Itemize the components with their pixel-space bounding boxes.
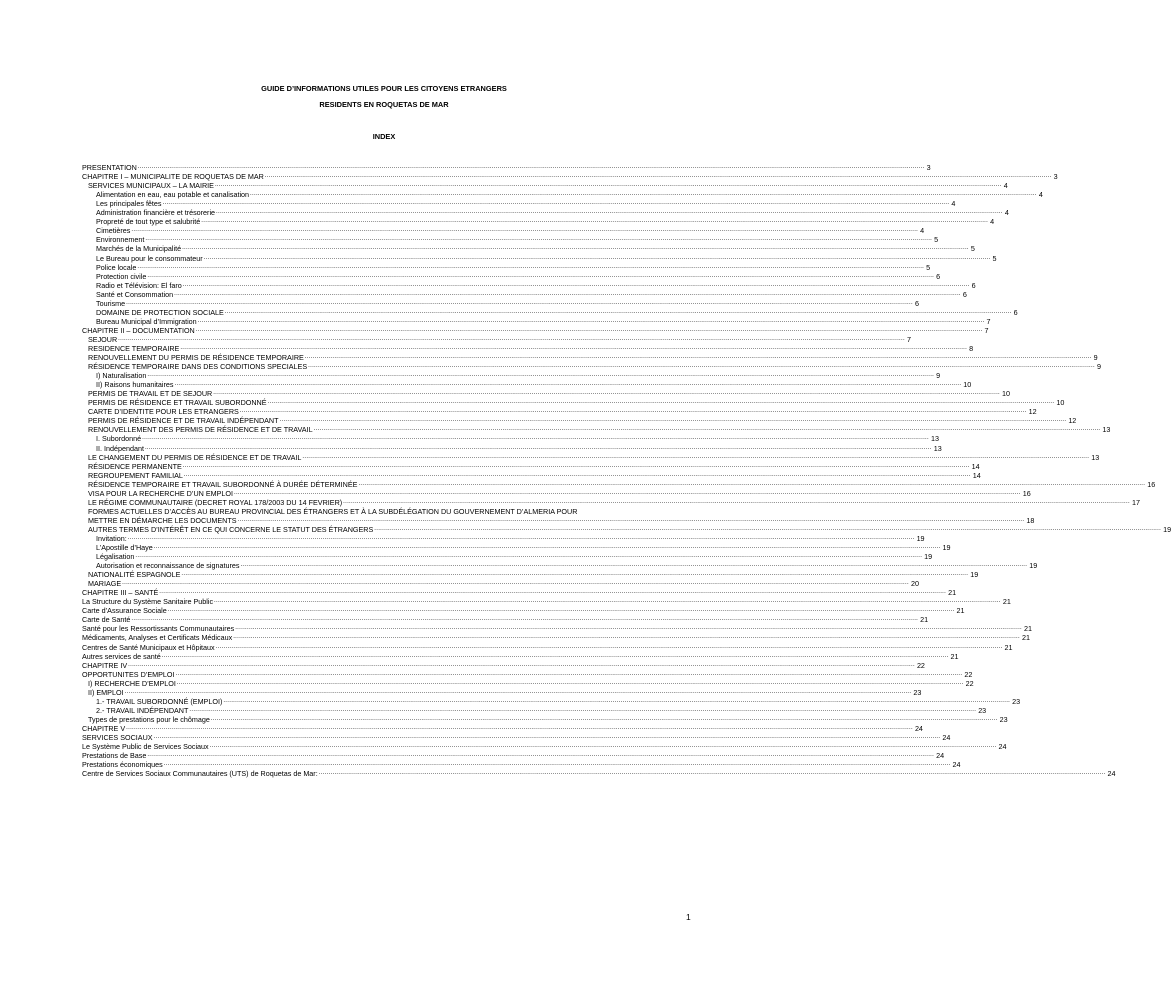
toc-entry[interactable] [82, 163, 931, 173]
toc-entry[interactable] [82, 425, 1111, 435]
toc-entry-page: 24 [998, 742, 1007, 752]
toc-entry[interactable] [82, 289, 967, 299]
toc-leader-dots: ................................................................................................................................................................................................................................................................................................................................................................................................................ [233, 489, 1021, 496]
toc-entry[interactable] [82, 570, 979, 580]
toc-entry-page: 4 [1004, 208, 1009, 218]
toc-entry[interactable] [82, 416, 1077, 426]
toc-entry-title: Les principales fêtes [96, 199, 162, 209]
toc-entry-title: Environnement [96, 235, 145, 245]
toc-entry-page: 21 [956, 606, 965, 616]
toc-entry[interactable] [82, 443, 942, 453]
toc-entry-page: 12 [1068, 416, 1077, 426]
toc-entry[interactable] [82, 515, 1035, 525]
toc-entry-title: Le Système Public de Services Sociaux [82, 742, 209, 752]
table-of-contents [82, 163, 1171, 779]
toc-entry-title: Protection civile [96, 271, 147, 281]
toc-entry[interactable] [82, 533, 925, 543]
toc-entry-title: La Structure du Système Sanitaire Public [82, 597, 214, 607]
toc-leader-dots: ................................................................................................................................................................................................................................................................................................................................................................................................................ [264, 173, 1052, 180]
toc-leader-dots: ................................................................................................................................................................................................................................................................................................................................................................................................................ [239, 408, 1027, 415]
toc-entry-page: 6 [914, 298, 919, 308]
document-title-line1: GUIDE D’INFORMATIONS UTILES POUR LES CITOYENS ETRANGERS [261, 84, 507, 93]
toc-entry-page: 19 [970, 570, 979, 580]
toc-leader-dots: ................................................................................................................................................................................................................................................................................................................................................................................................................ [215, 643, 1003, 650]
toc-entry[interactable] [82, 407, 1037, 417]
toc-entry-title: PERMIS DE RÉSIDENCE ET TRAVAIL SUBORDONNÉ [88, 398, 267, 408]
toc-entry-page: 21 [1002, 597, 1011, 607]
toc-leader-dots: ................................................................................................................................................................................................................................................................................................................................................................................................................ [174, 381, 962, 388]
toc-entry[interactable] [82, 389, 1011, 399]
toc-entry-page: 16 [1022, 488, 1031, 498]
toc-leader-dots: ................................................................................................................................................................................................................................................................................................................................................................................................................ [210, 715, 998, 722]
toc-leader-dots: ................................................................................................................................................................................................................................................................................................................................................................................................................ [237, 516, 1025, 523]
toc-entry[interactable] [82, 660, 925, 670]
toc-entry-page: 10 [963, 380, 972, 390]
toc-entry-title: Types de prestations pour le chômage [88, 714, 210, 724]
toc-entry-title: RENOUVELLEMENT DU PERMIS DE RÉSIDENCE TEMPORAIRE [88, 353, 304, 363]
toc-leader-dots: ................................................................................................................................................................................................................................................................................................................................................................................................................ [182, 462, 970, 469]
toc-entry-title: Centre de Services Sociaux Communautaires (UTS) de Roquetas de Mar: [82, 769, 318, 779]
toc-leader-dots: ................................................................................................................................................................................................................................................................................................................................................................................................................ [240, 562, 1028, 569]
toc-leader-dots: ................................................................................................................................................................................................................................................................................................................................................................................................................ [174, 290, 961, 297]
toc-entry-page: 21 [1024, 624, 1033, 634]
toc-entry-page: 3 [1053, 172, 1058, 182]
toc-leader-dots: ................................................................................................................................................................................................................................................................................................................................................................................................................ [267, 399, 1055, 406]
toc-entry-title: PRESENTATION [82, 163, 137, 173]
toc-entry-title: Alimentation en eau, eau potable et canalisation [96, 190, 250, 200]
toc-entry-title: CARTE D’IDENTITE POUR LES ETRANGERS [88, 407, 239, 417]
toc-entry-title: LE CHANGEMENT DU PERMIS DE RÉSIDENCE ET DE TRAVAIL [88, 452, 302, 462]
toc-entry-page: 7 [984, 325, 989, 335]
toc-entry[interactable] [82, 479, 1156, 489]
toc-leader-dots: ................................................................................................................................................................................................................................................................................................................................................................................................................ [147, 752, 935, 759]
toc-leader-dots: ................................................................................................................................................................................................................................................................................................................................................................................................................ [122, 580, 909, 587]
toc-entry-title: Bureau Municipal d’Immigration [96, 316, 197, 326]
toc-leader-dots: ................................................................................................................................................................................................................................................................................................................................................................................................................ [374, 525, 1162, 532]
toc-entry[interactable] [82, 497, 1140, 507]
toc-leader-dots: ................................................................................................................................................................................................................................................................................................................................................................................................................ [318, 770, 1106, 777]
toc-leader-dots: ................................................................................................................................................................................................................................................................................................................................................................................................................ [313, 426, 1101, 433]
toc-entry-title: Marchés de la Municipalité [96, 244, 182, 254]
toc-entry-page: 5 [934, 235, 939, 245]
toc-leader-dots: ................................................................................................................................................................................................................................................................................................................................................................................................................ [124, 688, 912, 695]
toc-entry[interactable] [82, 380, 972, 390]
toc-entry[interactable] [82, 298, 919, 308]
toc-entry-page: 6 [971, 280, 976, 290]
toc-entry[interactable] [82, 226, 925, 236]
toc-entry[interactable] [82, 208, 1009, 218]
toc-entry-title: Carte de Santé [82, 615, 131, 625]
toc-entry-title: PERMIS DE RÉSIDENCE ET DE TRAVAIL INDÉPENDANT [88, 416, 279, 426]
toc-entry[interactable] [82, 733, 951, 742]
toc-leader-dots: ................................................................................................................................................................................................................................................................................................................................................................................................................ [343, 498, 1130, 505]
toc-entry-title: Propreté de tout type et salubrité [96, 217, 201, 227]
toc-entry-title: I. Subordonné [96, 434, 142, 444]
toc-entry-page: 22 [916, 660, 925, 670]
toc-leader-dots: ................................................................................................................................................................................................................................................................................................................................................................................................................ [145, 236, 933, 243]
toc-entry-page: 23 [978, 705, 987, 715]
toc-entry[interactable] [82, 769, 1116, 779]
toc-entry[interactable] [82, 253, 997, 263]
toc-entry[interactable] [82, 190, 1043, 200]
toc-entry-title: Tourisme [96, 298, 126, 308]
toc-entry-page: 10 [1056, 398, 1065, 408]
toc-leader-dots: ................................................................................................................................................................................................................................................................................................................................................................................................................ [302, 453, 1090, 460]
toc-leader-dots: ................................................................................................................................................................................................................................................................................................................................................................................................................ [214, 598, 1001, 605]
toc-leader-dots: ................................................................................................................................................................................................................................................................................................................................................................................................................ [137, 164, 925, 171]
toc-entry[interactable] [82, 543, 951, 553]
toc-entry-title: Autorisation et reconnaissance de signatures [96, 561, 240, 571]
toc-entry-page: 21 [920, 615, 929, 625]
toc-entry[interactable] [82, 552, 933, 562]
toc-entry-page: 21 [950, 651, 959, 661]
toc-entry[interactable] [82, 714, 1008, 724]
toc-leader-dots: ................................................................................................................................................................................................................................................................................................................................................................................................................ [162, 200, 950, 207]
toc-entry-title: Prestations économiques [82, 760, 163, 770]
toc-leader-dots: ................................................................................................................................................................................................................................................................................................................................................................................................................ [144, 444, 932, 451]
toc-entry-title: Invitation: [96, 533, 127, 543]
toc-leader-dots: ................................................................................................................................................................................................................................................................................................................................................................................................................ [203, 254, 991, 261]
toc-entry-title: 1.- TRAVAIL SUBORDONNÉ (EMPLOI) [96, 696, 223, 706]
toc-entry-page: 10 [1002, 389, 1011, 399]
toc-entry-page: 18 [1026, 515, 1035, 525]
toc-entry[interactable] [82, 633, 1030, 643]
toc-entry-page: 17 [1131, 497, 1140, 507]
toc-entry[interactable] [82, 524, 1171, 534]
toc-entry-title: CHAPITRE III – SANTÉ [82, 588, 159, 598]
toc-leader-dots: ................................................................................................................................................................................................................................................................................................................................................................................................................ [201, 218, 989, 225]
toc-entry-page: 21 [1022, 633, 1030, 643]
toc-leader-dots: ................................................................................................................................................................................................................................................................................................................................................................................................................ [183, 471, 971, 478]
toc-entry-page: 24 [942, 733, 951, 742]
toc-entry[interactable] [82, 362, 1101, 372]
toc-leader-dots: ................................................................................................................................................................................................................................................................................................................................................................................................................ [147, 372, 935, 379]
toc-leader-dots: ................................................................................................................................................................................................................................................................................................................................................................................................................ [126, 299, 913, 306]
toc-entry-title: METTRE EN DÉMARCHE LES DOCUMENTS [88, 515, 237, 525]
toc-entry-title: RÉSIDENCE TEMPORAIRE ET TRAVAIL SUBORDONNÉ À DURÉE DÉTERMINÉE [88, 479, 358, 489]
toc-entry-title: 2.- TRAVAIL INDÉPENDANT [96, 705, 189, 715]
toc-entry-title: CHAPITRE I – MUNICIPALITE DE ROQUETAS DE MAR [82, 172, 264, 182]
toc-entry-page: 6 [962, 289, 967, 299]
toc-entry[interactable] [82, 307, 1018, 317]
toc-entry-page: 6 [1013, 307, 1018, 317]
toc-entry[interactable] [82, 470, 981, 480]
toc-entry-title: I) Naturalisation [96, 371, 147, 381]
toc-entry-title: CHAPITRE IV [82, 660, 128, 670]
toc-leader-dots: ................................................................................................................................................................................................................................................................................................................................................................................................................ [233, 634, 1020, 641]
toc-leader-dots: ................................................................................................................................................................................................................................................................................................................................................................................................................ [214, 182, 1002, 189]
toc-entry-page: 24 [952, 760, 961, 770]
toc-entry-title: Police locale [96, 262, 137, 272]
toc-entry-page: 13 [1091, 452, 1100, 462]
toc-leader-dots: ................................................................................................................................................................................................................................................................................................................................................................................................................ [137, 263, 925, 270]
toc-entry-title: CHAPITRE II – DOCUMENTATION [82, 325, 195, 335]
toc-leader-dots: ................................................................................................................................................................................................................................................................................................................................................................................................................ [181, 571, 969, 578]
toc-entry[interactable] [82, 579, 919, 589]
toc-entry-title: NATIONALITÉ ESPAGNOLE [88, 570, 181, 580]
toc-entry-title: Légalisation [96, 552, 135, 562]
toc-entry[interactable] [82, 271, 941, 281]
toc-entry-page: 24 [936, 751, 945, 761]
toc-entry-title: RESIDENCE TEMPORAIRE [88, 343, 180, 353]
toc-leader-dots: ................................................................................................................................................................................................................................................................................................................................................................................................................ [131, 227, 919, 234]
toc-leader-dots: ................................................................................................................................................................................................................................................................................................................................................................................................................ [182, 281, 970, 288]
toc-leader-dots: ................................................................................................................................................................................................................................................................................................................................................................................................................ [167, 607, 955, 614]
toc-entry-page: 9 [1093, 353, 1098, 363]
toc-entry-title: LE RÉGIME COMMUNAUTAIRE (DECRET ROYAL 178/2003 DU 14 FEVRIER) [88, 497, 343, 507]
toc-leader-dots: ................................................................................................................................................................................................................................................................................................................................................................................................................ [182, 245, 969, 252]
toc-entry-page: 23 [1012, 696, 1021, 706]
toc-entry-title: L’Apostille d’Haye [96, 543, 153, 553]
toc-leader-dots: ................................................................................................................................................................................................................................................................................................................................................................................................................ [131, 616, 919, 623]
toc-entry[interactable] [82, 742, 1007, 752]
toc-entry-page: 19 [942, 543, 951, 553]
toc-entry-title: VISA POUR LA RECHERCHE D’UN EMPLOI [88, 488, 233, 498]
toc-entry-title: SEJOUR [88, 334, 118, 344]
toc-entry[interactable] [82, 488, 1031, 498]
toc-leader-dots: ................................................................................................................................................................................................................................................................................................................................................................................................................ [153, 544, 941, 551]
toc-entry-title: RÉSIDENCE PERMANENTE [88, 461, 182, 471]
toc-entry[interactable] [82, 561, 1038, 571]
toc-entry-title: Prestations de Base [82, 751, 147, 761]
toc-entry-page: 23 [999, 714, 1008, 724]
toc-entry-title: AUTRES TERMES D’INTÉRÊT EN CE QUI CONCERNE LE STATUT DES ÉTRANGERS [88, 524, 374, 534]
toc-entry[interactable] [82, 371, 941, 381]
toc-leader-dots: ................................................................................................................................................................................................................................................................................................................................................................................................................ [213, 390, 1001, 397]
toc-entry[interactable] [82, 651, 959, 661]
toc-entry-title: Médicaments, Analyses et Certificats Médicaux [82, 633, 233, 643]
toc-entry-page: 8 [969, 343, 974, 353]
toc-entry[interactable] [82, 452, 1100, 462]
toc-entry-title: SERVICES SOCIAUX [82, 733, 153, 742]
toc-entry[interactable] [82, 235, 939, 245]
toc-entry-page: 7 [906, 334, 911, 344]
toc-entry-page: 19 [916, 533, 925, 543]
toc-entry-title: Santé et Consommation [96, 289, 174, 299]
toc-entry[interactable] [82, 760, 961, 770]
toc-entry-title: MARIAGE [88, 579, 122, 589]
toc-leader-dots: ................................................................................................................................................................................................................................................................................................................................................................................................................ [189, 706, 977, 713]
toc-entry-page: 13 [1102, 425, 1111, 435]
toc-entry-page: 24 [914, 723, 923, 733]
toc-entry-title: Administration financière et trésorerie [96, 208, 216, 218]
toc-leader-dots: ................................................................................................................................................................................................................................................................................................................................................................................................................ [127, 534, 915, 541]
toc-entry-page: 14 [972, 470, 981, 480]
toc-leader-dots: ................................................................................................................................................................................................................................................................................................................................................................................................................ [224, 308, 1012, 315]
toc-leader-dots: ................................................................................................................................................................................................................................................................................................................................................................................................................ [161, 652, 949, 659]
toc-entry[interactable] [82, 507, 697, 516]
document-title-line2: RESIDENTS EN ROQUETAS DE MAR [319, 100, 449, 109]
toc-entry[interactable] [82, 723, 923, 733]
toc-entry[interactable] [82, 606, 965, 616]
toc-entry[interactable] [82, 597, 1011, 607]
toc-entry[interactable] [82, 353, 1098, 363]
toc-leader-dots: ................................................................................................................................................................................................................................................................................................................................................................................................................ [126, 724, 913, 731]
toc-entry-page: 21 [948, 588, 957, 598]
toc-entry-page: 9 [1096, 362, 1101, 372]
toc-entry-page: 22 [964, 669, 973, 679]
toc-entry-title: II) Raisons humanitaires [96, 380, 174, 390]
toc-entry-page: 12 [1028, 407, 1037, 417]
toc-entry-page: 20 [910, 579, 919, 589]
toc-entry[interactable] [82, 678, 974, 688]
toc-entry[interactable] [82, 687, 922, 697]
toc-leader-dots: ................................................................................................................................................................................................................................................................................................................................................................................................................ [209, 743, 997, 750]
toc-leader-dots: ................................................................................................................................................................................................................................................................................................................................................................................................................ [223, 697, 1011, 704]
toc-entry-title: Le Bureau pour le consommateur [96, 253, 203, 263]
toc-entry-page: 9 [936, 371, 941, 381]
toc-entry-page: 5 [970, 244, 975, 254]
toc-leader-dots: ................................................................................................................................................................................................................................................................................................................................................................................................................ [175, 670, 963, 677]
toc-entry[interactable] [82, 217, 995, 227]
toc-leader-dots: ................................................................................................................................................................................................................................................................................................................................................................................................................ [235, 625, 1023, 632]
toc-entry-title: FORMES ACTUELLES D’ACCÈS AU BUREAU PROVINCIAL DES ÉTRANGERS ET À LA SUBDÉLÉGATION DU GOUVERNEMENT D’ALMERIA POUR [88, 506, 578, 516]
toc-entry[interactable] [82, 461, 980, 471]
toc-leader-dots: ................................................................................................................................................................................................................................................................................................................................................................................................................ [176, 679, 964, 686]
toc-entry-title: CHAPITRE V [82, 723, 126, 733]
toc-entry-title: DOMAINE DE PROTECTION SOCIALE [96, 307, 224, 317]
toc-leader-dots: ................................................................................................................................................................................................................................................................................................................................................................................................................ [279, 417, 1067, 424]
toc-leader-dots: ................................................................................................................................................................................................................................................................................................................................................................................................................ [216, 209, 1003, 216]
toc-entry-page: 4 [990, 217, 995, 227]
toc-entry-title: RENOUVELLEMENT DES PERMIS DE RÉSIDENCE ET DE TRAVAIL [88, 425, 313, 435]
toc-entry-title: SERVICES MUNICIPAUX – LA MAIRIE [88, 181, 214, 191]
toc-entry-page: 4 [1038, 190, 1043, 200]
toc-leader-dots: ................................................................................................................................................................................................................................................................................................................................................................................................................ [197, 317, 985, 324]
toc-entry[interactable] [82, 434, 939, 444]
toc-entry[interactable] [82, 181, 1008, 191]
toc-entry-page: 24 [1107, 769, 1116, 779]
toc-leader-dots: ................................................................................................................................................................................................................................................................................................................................................................................................................ [308, 363, 1095, 370]
toc-entry-title: II) EMPLOI [88, 687, 124, 697]
toc-entry[interactable] [82, 316, 991, 326]
toc-entry[interactable] [82, 588, 957, 598]
toc-entry-page: 22 [965, 678, 974, 688]
toc-entry[interactable] [82, 262, 931, 272]
toc-entry-title: Autres services de santé [82, 651, 161, 661]
toc-leader-dots: ................................................................................................................................................................................................................................................................................................................................................................................................................ [153, 734, 941, 740]
toc-entry[interactable] [82, 642, 1013, 652]
toc-entry-title: Carte d’Assurance Sociale [82, 606, 167, 616]
toc-leader-dots: ................................................................................................................................................................................................................................................................................................................................................................................................................ [142, 435, 929, 442]
toc-entry-page: 14 [971, 461, 980, 471]
toc-entry-page: 19 [1029, 561, 1038, 571]
toc-entry[interactable] [82, 172, 1058, 182]
toc-entry[interactable] [82, 624, 1033, 634]
toc-leader-dots: ................................................................................................................................................................................................................................................................................................................................................................................................................ [358, 480, 1146, 487]
toc-entry-page: 3 [926, 163, 931, 173]
toc-entry-page: 13 [933, 443, 942, 453]
toc-entry-page: 23 [913, 687, 922, 697]
toc-entry[interactable] [82, 343, 974, 353]
toc-entry[interactable] [82, 398, 1065, 408]
toc-entry-page: 5 [926, 262, 931, 272]
toc-leader-dots: ................................................................................................................................................................................................................................................................................................................................................................................................................ [147, 272, 935, 279]
toc-entry[interactable] [82, 325, 989, 335]
toc-entry-page: 13 [930, 434, 939, 444]
toc-entry-page: 6 [936, 271, 941, 281]
toc-entry-title: Radio et Télévision: El faro [96, 280, 182, 290]
toc-entry[interactable] [82, 244, 975, 254]
toc-leader-dots: ................................................................................................................................................................................................................................................................................................................................................................................................................ [159, 589, 947, 596]
toc-entry-page: 4 [920, 226, 925, 236]
page-number: 1 [686, 912, 691, 922]
toc-leader-dots: ................................................................................................................................................................................................................................................................................................................................................................................................................ [128, 661, 915, 668]
toc-entry[interactable] [82, 199, 956, 209]
toc-entry-page: 5 [992, 253, 997, 263]
toc-entry[interactable] [82, 751, 945, 761]
toc-entry[interactable] [82, 615, 929, 625]
toc-entry-page: 21 [1004, 642, 1013, 652]
toc-entry-page: 4 [1003, 181, 1008, 191]
toc-entry-title: REGROUPEMENT FAMILIAL [88, 470, 183, 480]
toc-entry-page: 19 [1163, 524, 1171, 534]
toc-entry-title: RÉSIDENCE TEMPORAIRE DANS DES CONDITIONS SPECIALES [88, 362, 308, 372]
toc-entry-title: PERMIS DE TRAVAIL ET DE SEJOUR [88, 389, 213, 399]
toc-leader-dots: ................................................................................................................................................................................................................................................................................................................................................................................................................ [180, 344, 968, 351]
toc-entry-title: I) RECHERCHE D’EMPLOI [88, 678, 176, 688]
toc-leader-dots: ................................................................................................................................................................................................................................................................................................................................................................................................................ [195, 326, 983, 333]
toc-entry[interactable] [82, 669, 973, 679]
toc-entry-page: 16 [1147, 479, 1156, 489]
toc-entry-title: Santé pour les Ressortissants Communautaires [82, 624, 235, 634]
toc-leader-dots: ................................................................................................................................................................................................................................................................................................................................................................................................................ [163, 761, 951, 768]
toc-entry-page: 7 [986, 316, 991, 326]
toc-entry[interactable] [82, 705, 987, 715]
toc-entry-page: 4 [951, 199, 956, 209]
toc-entry-title: OPPORTUNITES D’EMPLOI [82, 669, 175, 679]
toc-entry[interactable] [82, 334, 911, 344]
index-heading: INDEX [372, 132, 396, 141]
toc-entry-title: Centres de Santé Municipaux et Hôpitaux [82, 642, 215, 652]
toc-entry[interactable] [82, 280, 976, 290]
toc-entry-title: Cimetières [96, 226, 131, 236]
toc-leader-dots: ................................................................................................................................................................................................................................................................................................................................................................................................................ [118, 335, 905, 342]
toc-leader-dots: ................................................................................................................................................................................................................................................................................................................................................................................................................ [135, 553, 923, 560]
toc-entry-title: II. Indépendant [96, 443, 144, 453]
toc-leader-dots: ................................................................................................................................................................................................................................................................................................................................................................................................................ [250, 191, 1037, 198]
toc-leader-dots: ................................................................................................................................................................................................................................................................................................................................................................................................................ [304, 354, 1092, 361]
toc-entry[interactable] [82, 696, 1021, 706]
toc-entry-page: 19 [924, 552, 933, 562]
